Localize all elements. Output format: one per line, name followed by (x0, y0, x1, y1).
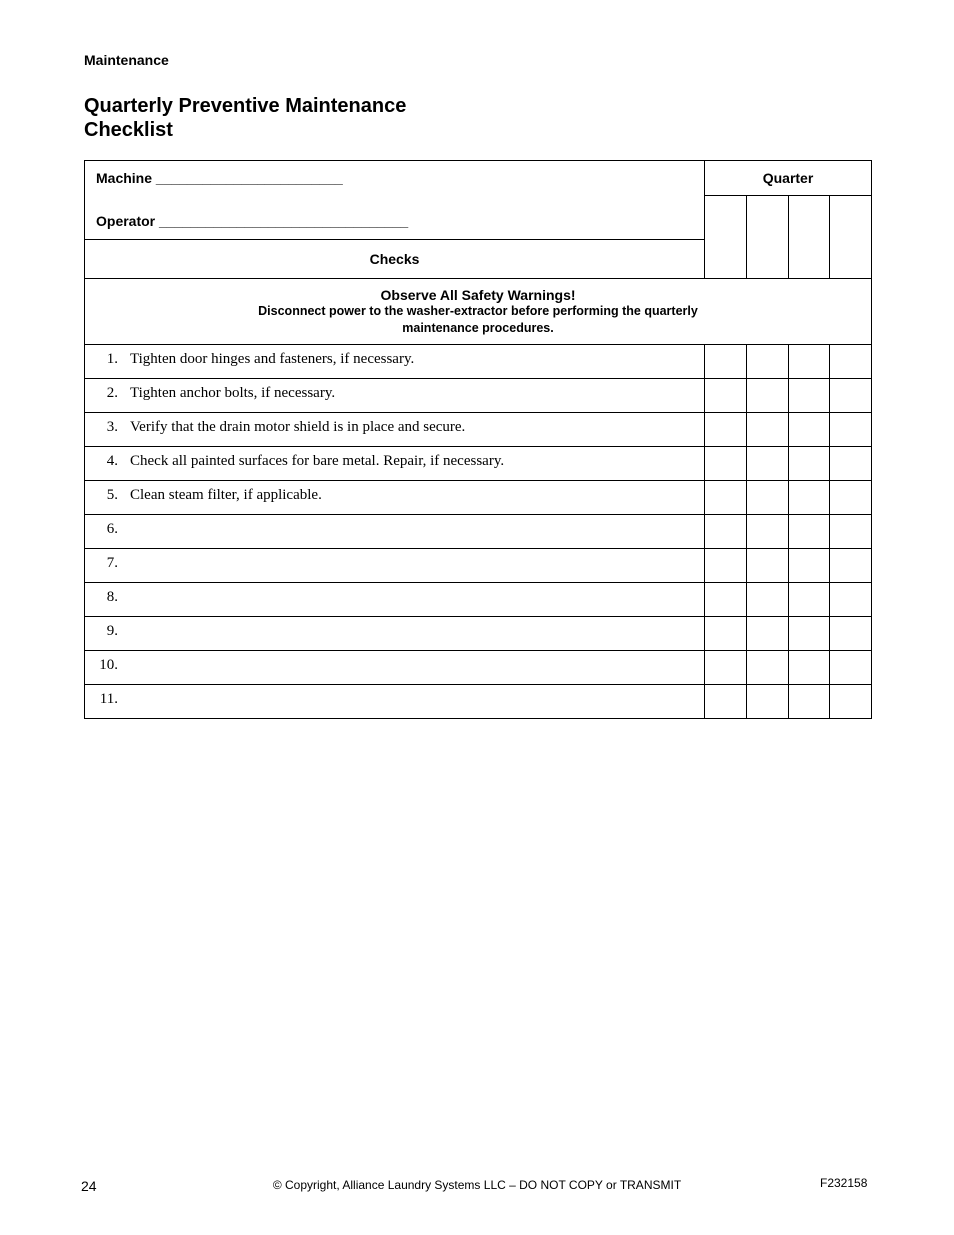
checklist-item (85, 583, 705, 617)
quarter-check-box-1[interactable] (705, 345, 747, 379)
checklist-row (85, 345, 872, 379)
checklist-row (85, 651, 872, 685)
quarter-check-box-3[interactable] (788, 481, 830, 515)
item-number: 10. (99, 657, 118, 673)
page-title (84, 94, 406, 142)
item-number: 11. (99, 691, 118, 707)
quarter-check-box-4[interactable] (830, 379, 872, 413)
quarter-check-box-4[interactable] (830, 345, 872, 379)
quarter-check-box-3[interactable] (788, 447, 830, 481)
quarter-check-box-4[interactable] (830, 617, 872, 651)
quarter-check-box-2[interactable] (746, 549, 788, 583)
quarter-header-box-3 (788, 196, 830, 279)
quarter-check-box-4[interactable] (830, 447, 872, 481)
item-text: Tighten door hinges and fasteners, if necessary. (130, 351, 415, 367)
checklist-row (85, 379, 872, 413)
quarter-check-box-2[interactable] (746, 379, 788, 413)
quarter-header: Quarter (705, 161, 872, 196)
item-text: Clean steam filter, if applicable. (130, 487, 322, 503)
checklist-table (84, 160, 872, 719)
item-number: 4. (106, 453, 118, 469)
header-fields-cell (85, 161, 705, 240)
quarter-check-box-1[interactable] (705, 617, 747, 651)
quarter-check-box-2[interactable] (746, 345, 788, 379)
item-number: 7. (106, 555, 118, 571)
item-text (130, 691, 704, 708)
item-number: 6. (106, 521, 118, 537)
quarter-check-box-3[interactable] (788, 379, 830, 413)
quarter-header-box-1 (705, 196, 747, 279)
quarter-header-box-2 (746, 196, 788, 279)
item-number: 1. (106, 351, 118, 367)
quarter-check-box-2[interactable] (746, 515, 788, 549)
quarter-check-box-2[interactable] (746, 651, 788, 685)
quarter-check-box-3[interactable] (788, 413, 830, 447)
quarter-header-box-4 (830, 196, 872, 279)
warning-title: Observe All Safety Warnings! (380, 286, 576, 303)
section-label: Maintenance (84, 52, 169, 68)
quarter-check-box-2[interactable] (746, 481, 788, 515)
quarter-check-box-1[interactable] (705, 413, 747, 447)
checklist-item (85, 447, 705, 481)
checklist-row (85, 583, 872, 617)
item-text (130, 521, 704, 538)
quarter-check-box-1[interactable] (705, 583, 747, 617)
item-number: 3. (106, 419, 118, 435)
quarter-check-box-4[interactable] (830, 685, 872, 719)
quarter-check-box-2[interactable] (746, 685, 788, 719)
quarter-check-box-4[interactable] (830, 651, 872, 685)
quarter-check-box-3[interactable] (788, 651, 830, 685)
quarter-check-box-4[interactable] (830, 413, 872, 447)
warning-body: Disconnect power to the washer-extractor before performing the quarterly maintenance procedures. (258, 303, 698, 335)
quarter-check-box-1[interactable] (705, 481, 747, 515)
item-text: Tighten anchor bolts, if necessary. (130, 385, 336, 401)
item-text: Verify that the drain motor shield is in place and secure. (130, 419, 466, 435)
quarter-check-box-1[interactable] (705, 515, 747, 549)
quarter-check-box-1[interactable] (705, 379, 747, 413)
quarter-check-box-2[interactable] (746, 447, 788, 481)
item-number: 8. (106, 589, 118, 605)
quarter-check-box-3[interactable] (788, 549, 830, 583)
quarter-check-box-3[interactable] (788, 685, 830, 719)
checklist-row (85, 413, 872, 447)
checklist-item (85, 481, 705, 515)
item-number: 9. (106, 623, 118, 639)
checklist-row (85, 685, 872, 719)
quarter-check-box-1[interactable] (705, 651, 747, 685)
checklist-row (85, 481, 872, 515)
checks-header: Checks (85, 240, 705, 279)
page-number: 24 (81, 1178, 97, 1194)
quarter-check-box-3[interactable] (788, 617, 830, 651)
checklist-row (85, 549, 872, 583)
item-text (130, 657, 704, 674)
checklist-row (85, 617, 872, 651)
operator-field[interactable]: Operator ________________________________ (96, 213, 409, 229)
machine-field[interactable]: Machine ________________________ (96, 170, 343, 186)
item-text (130, 589, 704, 606)
checklist-item (85, 685, 705, 719)
quarter-check-box-4[interactable] (830, 515, 872, 549)
checklist-item (85, 345, 705, 379)
item-text (130, 555, 704, 572)
checklist-item (85, 379, 705, 413)
quarter-check-box-3[interactable] (788, 515, 830, 549)
quarter-check-box-1[interactable] (705, 549, 747, 583)
checklist-item (85, 515, 705, 549)
document-code: F232158 (820, 1176, 868, 1190)
quarter-check-box-3[interactable] (788, 345, 830, 379)
copyright-notice: © Copyright, Alliance Laundry Systems LLC – DO NOT COPY or TRANSMIT (272, 1178, 682, 1192)
checklist-row (85, 447, 872, 481)
checklist-item (85, 549, 705, 583)
checklist-item (85, 651, 705, 685)
page-title-line2: Checklist (84, 119, 173, 141)
quarter-check-box-2[interactable] (746, 617, 788, 651)
quarter-check-box-2[interactable] (746, 583, 788, 617)
item-text (130, 623, 704, 640)
quarter-check-box-4[interactable] (830, 481, 872, 515)
quarter-check-box-1[interactable] (705, 685, 747, 719)
quarter-check-box-1[interactable] (705, 447, 747, 481)
quarter-check-box-3[interactable] (788, 583, 830, 617)
item-number: 2. (106, 385, 118, 401)
checklist-item (85, 617, 705, 651)
item-text: Check all painted surfaces for bare metal. Repair, if necessary. (130, 453, 505, 469)
page-title-line1: Quarterly Preventive Maintenance (84, 95, 407, 117)
safety-warning (85, 279, 872, 345)
item-number: 5. (106, 487, 118, 503)
checklist-item (85, 413, 705, 447)
quarter-check-box-4[interactable] (830, 549, 872, 583)
checklist-row (85, 515, 872, 549)
quarter-check-box-2[interactable] (746, 413, 788, 447)
quarter-check-box-4[interactable] (830, 583, 872, 617)
